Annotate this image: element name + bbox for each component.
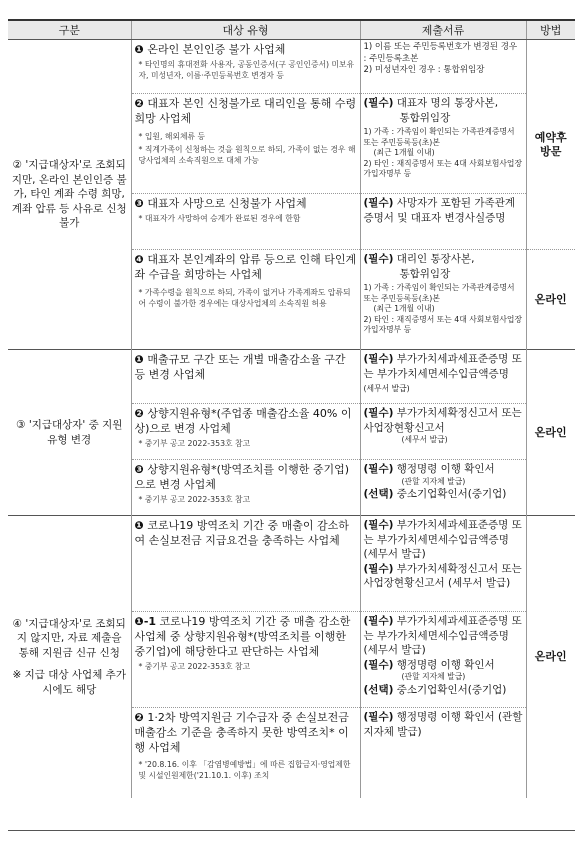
g2-r1-doc-2: 2) 미성년자인 경우 : 통합위임장 [363,65,485,75]
g2-r2-req-text: 대표자 명의 통장사본, [396,97,499,109]
g3-method: 온라인 [526,350,575,516]
g2-r4-req-label: (필수) [363,253,394,265]
g2-row4-type-cell [131,250,360,350]
g4-r3-num: ❷ [134,711,144,724]
g2-r4-sub2: 2) 타인 : 재직증명서 또는 4대 사회보험사업장가입자명부 등 [363,314,522,334]
g2-r4-note: * 가족수령을 원칙으로 하되, 가족이 없거나 가족계좌도 압류되어 수령이 불가한 경우에는 대상사업체의 소속직원 허용 [138,288,351,308]
g3-r1-num: ❶ [134,353,144,366]
g3-r3-req-small: (관할 지자체 발급) [401,476,466,486]
g4-r2-req1-label: (필수) [363,615,394,627]
g2-r3-req-label: (필수) [363,197,394,209]
g3-r3-num: ❸ [134,463,144,476]
g2-r1-doc-1: 1) 이름 또는 주민등록번호가 변경된 경우 : 주민등록초본 [363,42,518,64]
g2-r4-type: 대표자 본인계좌의 압류 등으로 인해 타인계좌 수급을 희망하는 사업체 [134,253,357,281]
g2-r4-req-text2: 통합위임장 [399,267,451,280]
table-row [8,40,575,94]
g3-r3-note: * 중기부 공고 2022-353호 참고 [138,495,251,504]
g4-r1-num: ❶ [134,519,144,532]
g4-method: 온라인 [526,516,575,798]
g4-r1-req2-label: (필수) [363,562,394,575]
g4-row3-docs-cell [360,708,526,798]
g2-r3-req-text: 사망자가 포함된 가족관계증명서 및 대표자 변경사실증명 [363,197,515,224]
g2-row2-docs-cell [360,94,526,194]
group-2-label: ② '지급대상자'로 조회되지만, 온라인 본인인증 불가, 타인 계좌 수령 희망, 계좌 압류 등 사유로 신청 불가 [8,40,131,350]
g4-r3-type: 1·2차 방역지원금 기수급자 중 손실보전금 매출감소 기준을 충족하지 못한 방역조치* 이행 사업체 [134,711,349,754]
g3-row3-type-cell [131,460,360,516]
g2-r4-sub1b: (최근 1개월 이내) [373,304,435,313]
g3-r1-req-text: 부가가치세과세표준증명 또는 부가가치세면세수입금액증명 [363,353,522,380]
g2-row3-type-cell [131,194,360,250]
g2-row3-docs-cell [360,194,526,250]
document-table [8,19,575,798]
g2-r2-sub1: 1) 가족 : 가족임이 확인되는 가족관계증명서 또는 주민등록등(초)본 [363,127,515,147]
g4-r1-req1-text: 부가가치세과세표준증명 또는 부가가치세면세수입금액증명(세무서 발급) [363,519,522,560]
g2-method-b: 온라인 [526,250,575,350]
g2-r2-req-label: (필수) [363,97,394,109]
header-category: 구분 [8,20,131,40]
g4-r2-note: * 중기부 공고 2022-353호 참고 [138,662,251,671]
g2-r3-num: ❸ [134,197,144,210]
g4-row2-docs-cell [360,612,526,708]
g4-r1-type: 코로나19 방역조치 기간 중 매출이 감소하여 손실보전금 지급요건을 충족하는 사업체 [134,519,349,547]
g3-r3-opt-label: (선택) [363,488,394,500]
g2-r4-num: ❹ [134,253,144,266]
table-row [8,350,575,404]
group-4-label-note: ※ 지급 대상 사업체 추가시에도 해당 [12,669,126,696]
g3-r2-num: ❷ [134,407,144,420]
g3-row3-docs-cell [360,460,526,516]
g4-row1-docs-cell [360,516,526,612]
g4-r2-opt-label: (선택) [363,683,394,696]
g4-r1-req1-label: (필수) [363,519,394,531]
g2-r2-num: ❷ [134,97,144,110]
g3-r1-req-label: (필수) [363,353,394,365]
g4-r2-type: 코로나19 방역조치 기간 중 매출 감소한 사업체 중 상향지원유형*(방역조치를 이행한 중기업)에 해당한다고 판단하는 사업체 [134,615,351,658]
g4-r2-req2-text: 행정명령 이행 확인서 [396,658,495,671]
g3-r2-req-small: (세무서 발급) [401,435,448,444]
g3-r3-opt-text: 중소기업확인서(중기업) [396,488,507,500]
g3-r2-req-label: (필수) [363,407,394,419]
g4-r3-req-text: 행정명령 이행 확인서 (관할 지자체 발급) [363,711,523,738]
g4-r2-opt-text: 중소기업확인서(중기업) [396,683,507,696]
group-3-label: ③ '지급대상자' 중 지원 유형 변경 [8,350,131,516]
g2-r2-type: 대표자 본인 신청불가로 대리인을 통해 수령 희망 사업체 [134,97,357,125]
group-4-label-cell [8,516,131,798]
g2-row2-type-cell [131,94,360,194]
g4-r2-req1-text: 부가가치세과세표준증명 또는 부가가치세면세수입금액증명(세무서 발급) [363,615,522,656]
g2-r1-type: 온라인 본인인증 불가 사업체 [147,43,286,56]
g2-r1-note: * 타인명의 휴대전화 사용자, 공동인증서(구 공인인증서) 미보유자, 미성년자, 이름·주민등록번호 변경자 등 [138,60,355,80]
g2-row4-docs-cell [360,250,526,350]
g3-r3-req-label: (필수) [363,463,394,475]
g2-row1-docs-cell [360,40,526,94]
g3-row1-docs-cell [360,350,526,404]
g3-r2-type: 상향지원유형*(주업종 매출감소율 40% 이상)으로 변경 사업체 [134,407,352,435]
g3-row2-type-cell [131,404,360,460]
g4-row1-type-cell [131,516,360,612]
g4-r2-num: ❶-1 [134,615,157,628]
g4-r3-req-label: (필수) [363,711,394,723]
header-method: 방법 [526,20,575,40]
g2-r2-sub2: 2) 타인 : 재직증명서 또는 4대 사회보험사업장가입자명부 등 [363,158,522,178]
g4-r2-req2-label: (필수) [363,658,394,671]
g2-r2-note2: * 직계가족이 신청하는 것을 원칙으로 하되, 가족이 없는 경우 해당사업체의 소속직원으로 대체 가능 [138,145,356,165]
table-row [8,516,575,612]
g3-r3-req-text: 행정명령 이행 확인서 [396,463,495,475]
g3-r1-type: 매출규모 구간 또는 개별 매출감소율 구간 등 변경 사업체 [134,353,346,381]
header-documents: 제출서류 [360,20,526,40]
g3-r2-req-text: 부가가치세확정신고서 또는 사업장현황신고서 [363,407,522,434]
g4-row2-type-cell [131,612,360,708]
g2-r3-note: * 대표자가 사망하여 승계가 완료된 경우에 한함 [138,214,301,223]
g2-row1-type-cell [131,40,360,94]
table-header-row [8,20,575,40]
g2-r2-note1: * 입원, 해외체류 등 [138,132,206,141]
bottom-rule [8,830,575,831]
g3-row2-docs-cell [360,404,526,460]
g4-r1-req2-text: 부가가치세확정신고서 또는 사업장현황신고서 (세무서 발급) [363,562,522,589]
g3-r1-req-small: (세무서 발급) [363,384,410,393]
group-4-label: ④ '지급대상자'로 조회되지 않지만, 자료 제출을 통해 지원금 신규 신청 [12,617,126,659]
g3-r2-note: * 중기부 공고 2022-353호 참고 [138,439,251,448]
header-target-type: 대상 유형 [131,20,360,40]
g2-r4-req-text: 대리인 통장사본, [396,253,475,265]
g2-r1-num: ❶ [134,43,144,56]
g4-row3-type-cell [131,708,360,798]
g2-r3-type: 대표자 사망으로 신청불가 사업체 [147,197,307,210]
g2-method-a: 예약후 방문 [526,40,575,250]
g3-r3-type: 상향지원유형*(방역조치를 이행한 중기업)으로 변경 사업체 [134,463,350,491]
g3-row1-type-cell [131,350,360,404]
g4-r2-req2-small: (관할 지자체 발급) [401,672,466,681]
g2-r4-sub1: 1) 가족 : 가족임이 확인되는 가족관계증명서 또는 주민등록등(초)본 [363,283,515,303]
g2-r2-req-text2: 통합위임장 [399,111,451,124]
g2-r2-sub1b: (최근 1개월 이내) [373,148,435,157]
g4-r3-note: * '20.8.16. 이후 「감염병예방법」에 따른 집합금지·영업제한 및 시설인원제한('21.10.1. 이후) 조치 [138,760,351,780]
